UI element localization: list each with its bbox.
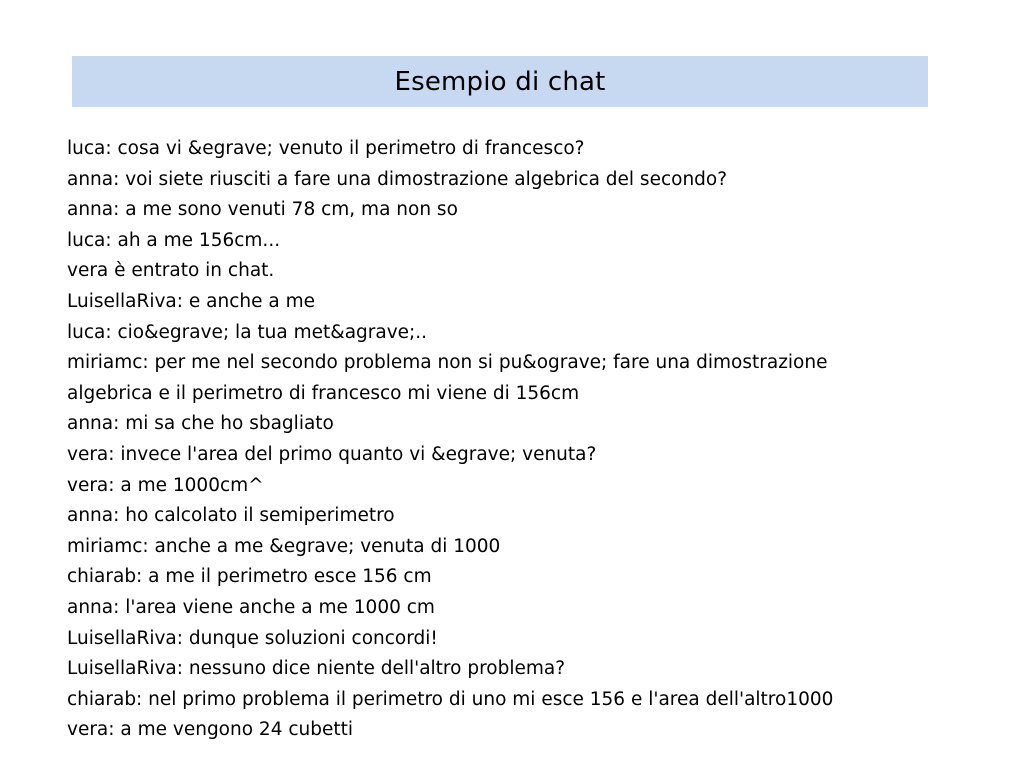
chat-line: anna: voi siete riusciti a fare una dimostrazione algebrica del secondo?	[67, 168, 728, 190]
chat-line: chiarab: nel primo problema il perimetro di uno mi esce 156 e l'area dell'altro1000	[67, 688, 834, 710]
chat-line: anna: ho calcolato il semiperimetro	[67, 505, 395, 527]
slide-title: Esempio di chat	[394, 66, 606, 97]
chat-line: chiarab: a me il perimetro esce 156 cm	[67, 566, 432, 588]
chat-line: LuisellaRiva: dunque soluzioni concordi!	[67, 627, 438, 649]
chat-line: miriamc: per me nel secondo problema non si pu&ograve; fare una dimostrazione	[67, 352, 828, 374]
chat-line: anna: l'area viene anche a me 1000 cm	[67, 596, 435, 618]
chat-line: vera: a me vengono 24 cubetti	[67, 719, 354, 741]
chat-line: algebrica e il perimetro di francesco mi viene di 156cm	[67, 382, 580, 404]
chat-line: luca: cosa vi &egrave; venuto il perimetro di francesco?	[67, 138, 585, 159]
chat-line: luca: ah a me 156cm...	[67, 229, 281, 251]
chat-line: vera è entrato in chat.	[67, 260, 275, 282]
chat-line: vera: invece l'area del primo quanto vi &egrave; venuta?	[67, 443, 597, 465]
chat-log	[67, 134, 947, 746]
chat-line: LuisellaRiva: e anche a me	[67, 290, 315, 312]
chat-line: anna: mi sa che ho sbagliato	[67, 413, 334, 435]
chat-line: anna: a me sono venuti 78 cm, ma non so	[67, 199, 458, 221]
chat-line: vera: a me 1000cm^	[67, 474, 264, 496]
chat-line: LuisellaRiva: nessuno dice niente dell'altro problema?	[67, 658, 566, 680]
chat-line: miriamc: anche a me &egrave; venuta di 1000	[67, 535, 501, 557]
chat-line: luca: cio&egrave; la tua met&agrave;..	[67, 321, 428, 343]
slide-title-bar	[72, 56, 928, 107]
